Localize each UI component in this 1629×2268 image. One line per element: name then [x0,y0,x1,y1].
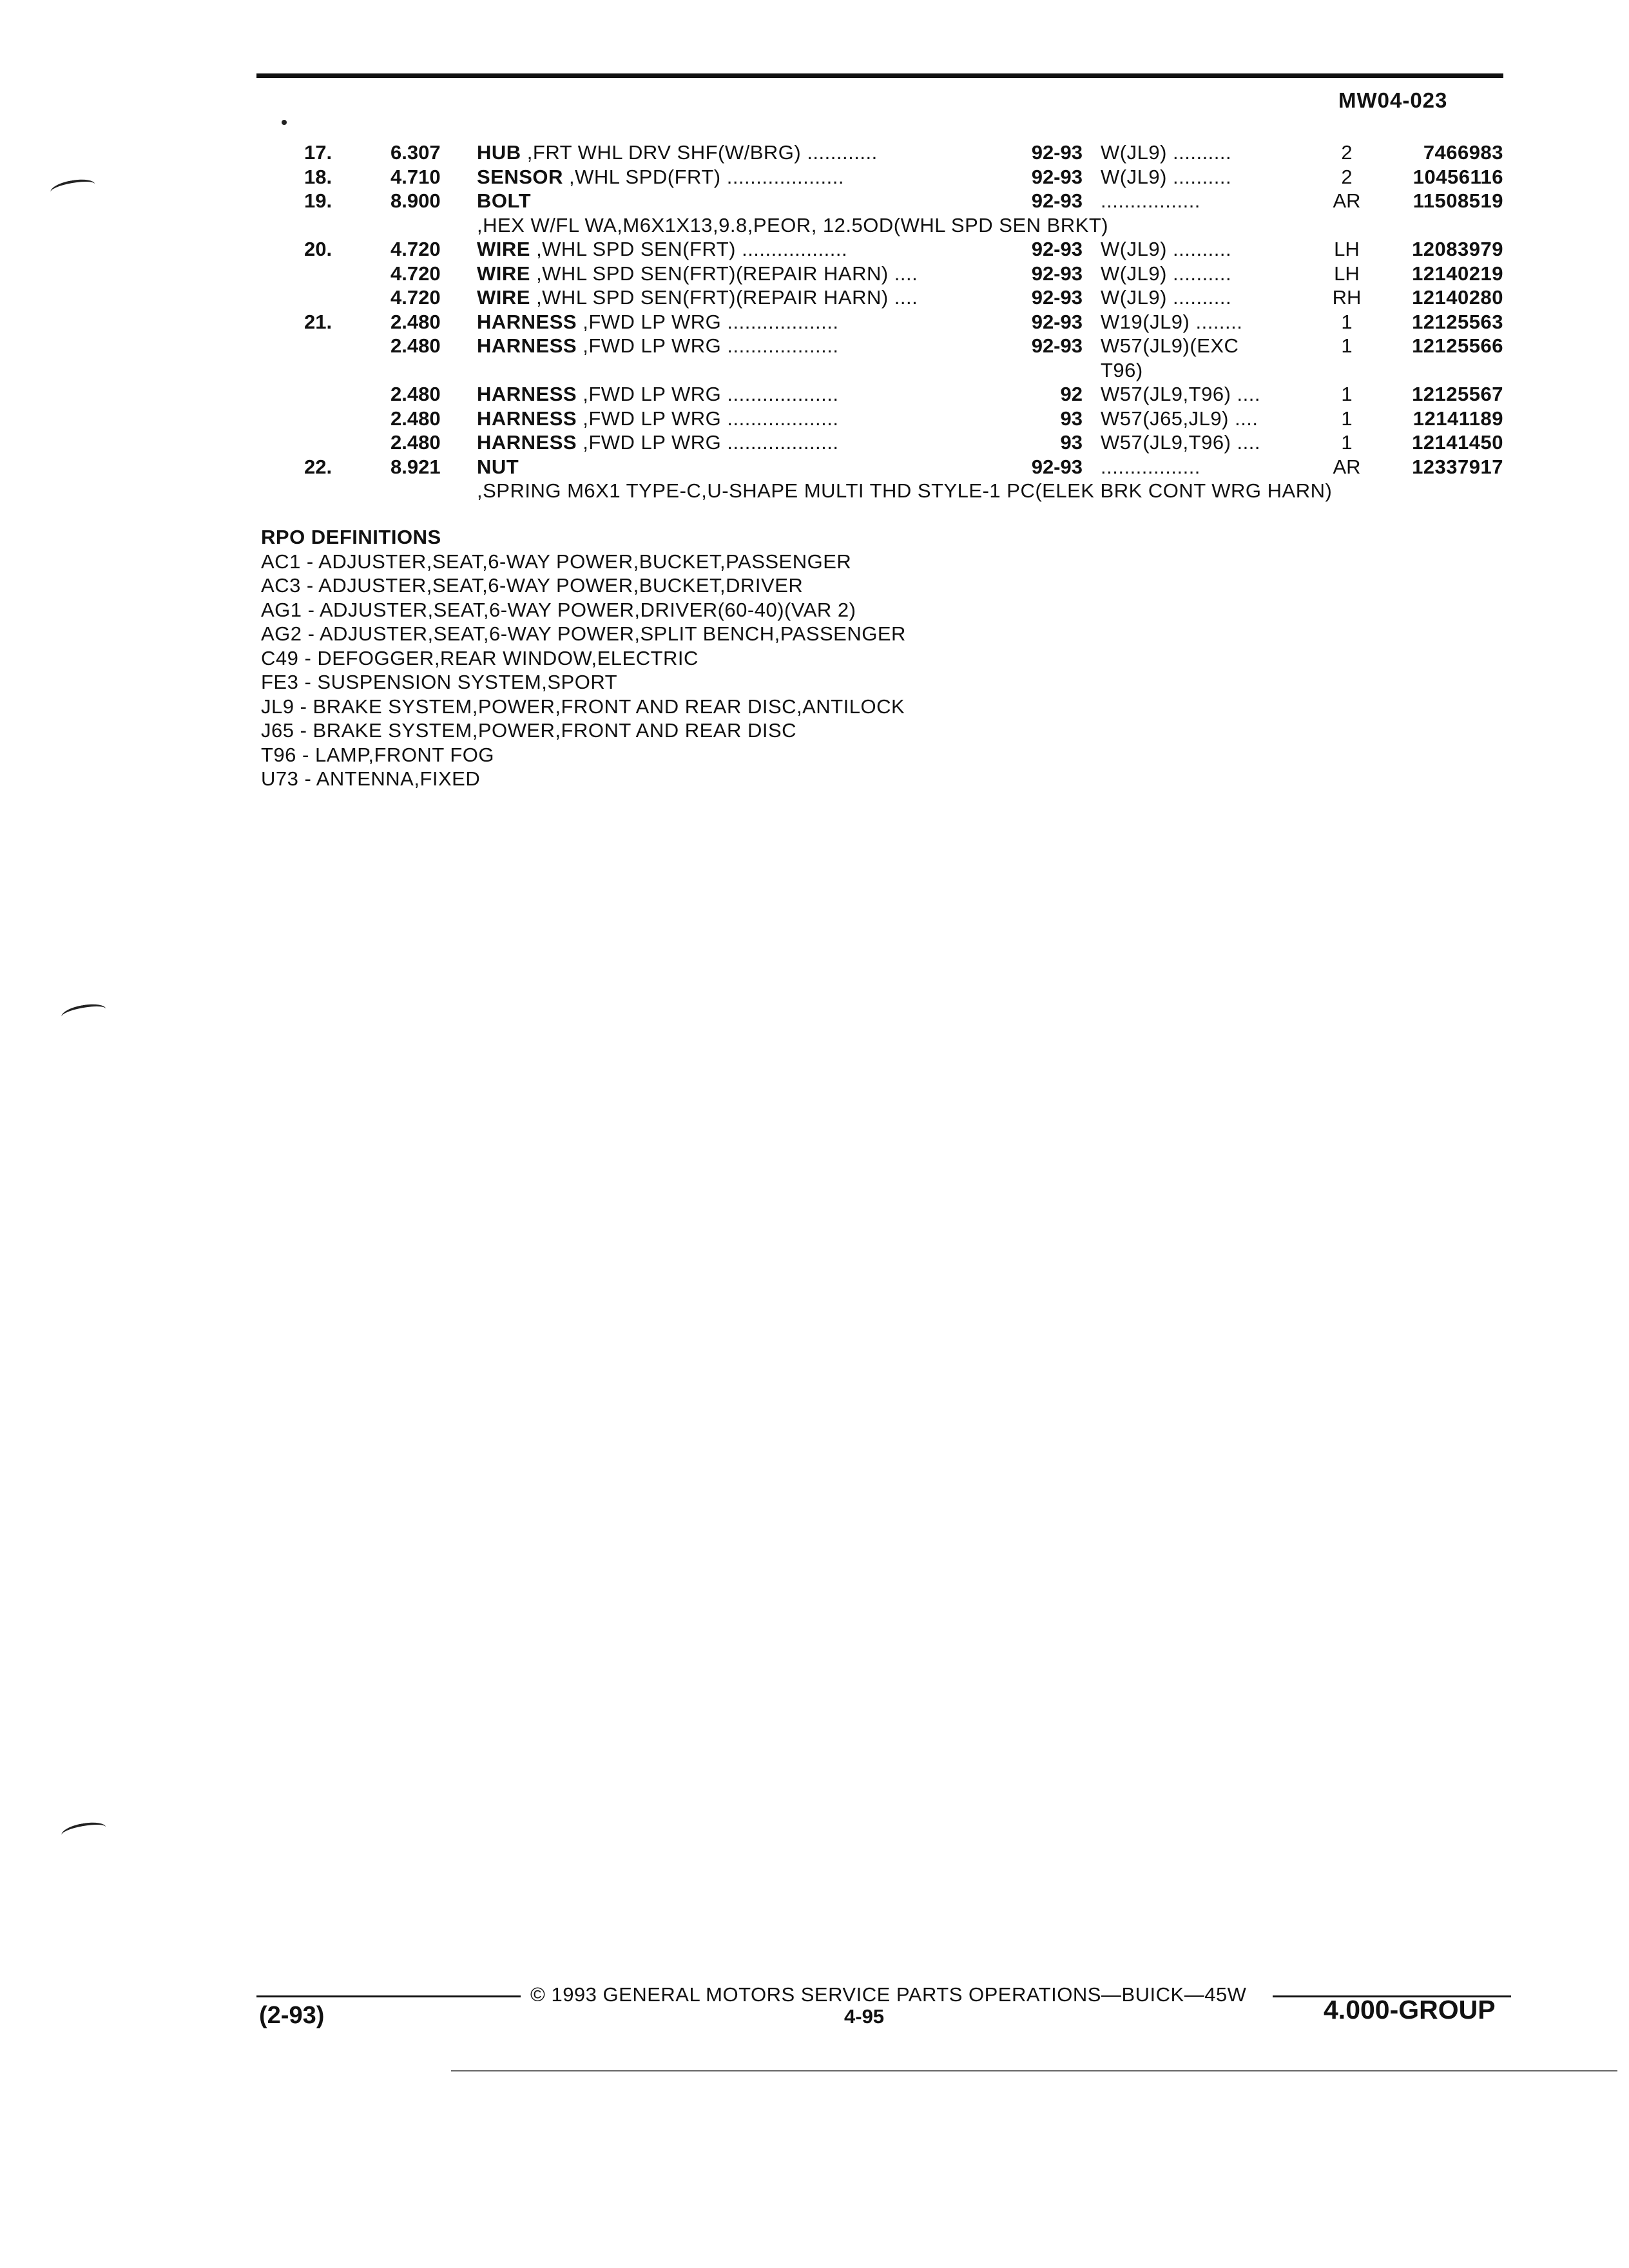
group-number: 4.710 [390,165,441,188]
parts-row [0,140,1629,165]
parts-row [0,407,1629,431]
model-usage: W(JL9) .......... [1101,286,1232,309]
group-number: 2.480 [390,310,441,333]
item-number: 22. [304,455,333,478]
part-detail: ,WHL SPD SEN(FRT) .................. [536,238,848,260]
binder-hole-mark [60,1820,107,1843]
part-description [477,334,992,358]
quantity: AR [1333,455,1361,478]
part-description [477,382,992,407]
group-number: 8.900 [390,189,441,212]
part-name: WIRE [477,238,530,260]
part-detail: ,WHL SPD SEN(FRT)(REPAIR HARN) .... [536,286,918,309]
rpo-line: AG1 - ADJUSTER,SEAT,6-WAY POWER,DRIVER(60-40)(VAR 2) [261,598,856,621]
part-detail: ,WHL SPD(FRT) .................... [569,165,844,188]
part-name: HARNESS [477,407,577,430]
rpo-line: FE3 - SUSPENSION SYSTEM,SPORT [261,671,618,693]
rpo-line: AC3 - ADJUSTER,SEAT,6-WAY POWER,BUCKET,DRIVER [261,574,804,597]
part-number: 7466983 [1423,141,1503,164]
part-detail: ,FWD LP WRG ................... [583,310,839,333]
model-usage: W57(JL9)(EXC T96) [1101,334,1239,381]
part-name: NUT [477,455,519,478]
part-description [477,140,992,165]
part-number: 12141450 [1412,431,1503,454]
part-description [477,285,992,310]
binder-hole-mark [60,1001,107,1024]
model-years: 92-93 [1031,141,1083,164]
quantity: AR [1333,189,1361,212]
parts-row [0,310,1629,334]
model-years: 92-93 [1031,310,1083,333]
part-detail: ,WHL SPD SEN(FRT)(REPAIR HARN) .... [536,262,918,285]
model-usage: W(JL9) .......... [1101,141,1232,164]
rpo-definitions [261,525,906,791]
part-number: 12337917 [1412,455,1503,478]
quantity: 2 [1341,165,1353,188]
part-detail: ,FWD LP WRG ................... [583,407,839,430]
model-usage: W(JL9) .......... [1101,165,1232,188]
model-usage: W57(JL9,T96) .... [1101,431,1260,454]
part-detail: ,FWD LP WRG ................... [583,334,839,357]
parts-row [0,334,1629,382]
quantity: 2 [1341,141,1353,164]
group-number: 4.720 [390,262,441,285]
group-number: 2.480 [390,334,441,357]
part-name: WIRE [477,286,530,309]
part-name: HARNESS [477,383,577,405]
group-number: 6.307 [390,141,441,164]
footer-date: (2-93) [259,2002,325,2029]
part-name: HUB [477,141,521,164]
rpo-line: JL9 - BRAKE SYSTEM,POWER,FRONT AND REAR DISC,ANTILOCK [261,695,905,718]
model-years: 92-93 [1031,165,1083,188]
part-number: 12125566 [1412,334,1503,357]
footer-copyright: © 1993 GENERAL MOTORS SERVICE PARTS OPERATIONS—BUICK—45W [530,1983,1247,2006]
rpo-line: C49 - DEFOGGER,REAR WINDOW,ELECTRIC [261,646,699,669]
part-description [477,310,992,334]
group-number: 8.921 [390,455,441,478]
model-usage: W19(JL9) ........ [1101,310,1243,333]
item-number: 20. [304,238,333,260]
group-number: 4.720 [390,286,441,309]
parts-row [0,237,1629,262]
rpo-line: AG2 - ADJUSTER,SEAT,6-WAY POWER,SPLIT BENCH,PASSENGER [261,622,906,645]
part-detail: ,FRT WHL DRV SHF(W/BRG) ............ [526,141,878,164]
rpo-line: T96 - LAMP,FRONT FOG [261,743,494,766]
group-number: 2.480 [390,383,441,405]
part-name: WIRE [477,262,530,285]
part-number: 10456116 [1412,165,1503,188]
part-name: HARNESS [477,334,577,357]
parts-list [0,140,1629,503]
parts-row [0,189,1629,237]
model-usage: ................. [1101,189,1200,212]
group-number: 2.480 [390,431,441,454]
part-detail: ,SPRING M6X1 TYPE-C,U-SHAPE MULTI THD STYLE-1 PC(ELEK BRK CONT WRG HARN) [477,479,1333,502]
quantity: 1 [1341,334,1353,357]
part-detail: ,FWD LP WRG ................... [583,383,839,405]
model-years: 92 [1060,383,1083,405]
header-rule [256,73,1503,78]
model-usage: ................. [1101,455,1200,478]
part-number: 12083979 [1412,238,1503,260]
part-description [477,165,992,189]
part-name: SENSOR [477,165,563,188]
group-label: 4.000-GROUP [1324,1995,1496,2024]
item-number: 19. [304,189,333,212]
part-number: 12140219 [1412,262,1503,285]
part-description [477,237,992,262]
model-usage: W57(JL9,T96) .... [1101,383,1260,405]
item-number: 18. [304,165,333,188]
parts-row [0,165,1629,189]
part-number: 12141189 [1412,407,1503,430]
part-number: 12140280 [1412,286,1503,309]
parts-row [0,455,1629,503]
model-years: 92-93 [1031,286,1083,309]
part-name: BOLT [477,189,532,212]
parts-row [0,430,1629,455]
part-detail: ,HEX W/FL WA,M6X1X13,9.8,PEOR, 12.5OD(WHL SPD SEN BRKT) [477,213,1109,236]
rpo-line: U73 - ANTENNA,FIXED [261,767,481,790]
part-description [477,262,992,286]
bottom-rule [451,2070,1617,2071]
page-number: 4-95 [844,2005,885,2028]
footer-rule-left [256,1995,521,1997]
rpo-line: J65 - BRAKE SYSTEM,POWER,FRONT AND REAR DISC [261,719,797,742]
quantity: 1 [1341,383,1353,405]
part-description [477,407,992,431]
rpo-line: AC1 - ADJUSTER,SEAT,6-WAY POWER,BUCKET,PASSENGER [261,550,852,573]
part-description [477,430,992,455]
quantity: LH [1334,262,1360,285]
group-number: 2.480 [390,407,441,430]
model-usage: W(JL9) .......... [1101,238,1232,260]
model-usage: W(JL9) .......... [1101,262,1232,285]
parts-row [0,382,1629,407]
model-usage: W57(J65,JL9) .... [1101,407,1258,430]
part-name: HARNESS [477,431,577,454]
part-name: HARNESS [477,310,577,333]
part-number: 11508519 [1412,189,1503,212]
model-years: 92-93 [1031,238,1083,260]
parts-row [0,262,1629,286]
model-years: 93 [1060,431,1083,454]
model-years: 92-93 [1031,189,1083,212]
quantity: 1 [1341,431,1353,454]
item-number: 21. [304,310,333,333]
model-years: 93 [1060,407,1083,430]
group-number: 4.720 [390,238,441,260]
part-number: 12125567 [1412,383,1503,405]
quantity: LH [1334,238,1360,260]
bullet-mark [282,120,287,125]
model-years: 92-93 [1031,334,1083,357]
quantity: RH [1332,286,1362,309]
document-code: MW04-023 [1338,88,1448,112]
rpo-title: RPO DEFINITIONS [261,526,441,548]
quantity: 1 [1341,310,1353,333]
part-number: 12125563 [1412,310,1503,333]
model-years: 92-93 [1031,262,1083,285]
parts-row [0,285,1629,310]
quantity: 1 [1341,407,1353,430]
part-detail: ,FWD LP WRG ................... [583,431,839,454]
model-years: 92-93 [1031,455,1083,478]
item-number: 17. [304,141,333,164]
